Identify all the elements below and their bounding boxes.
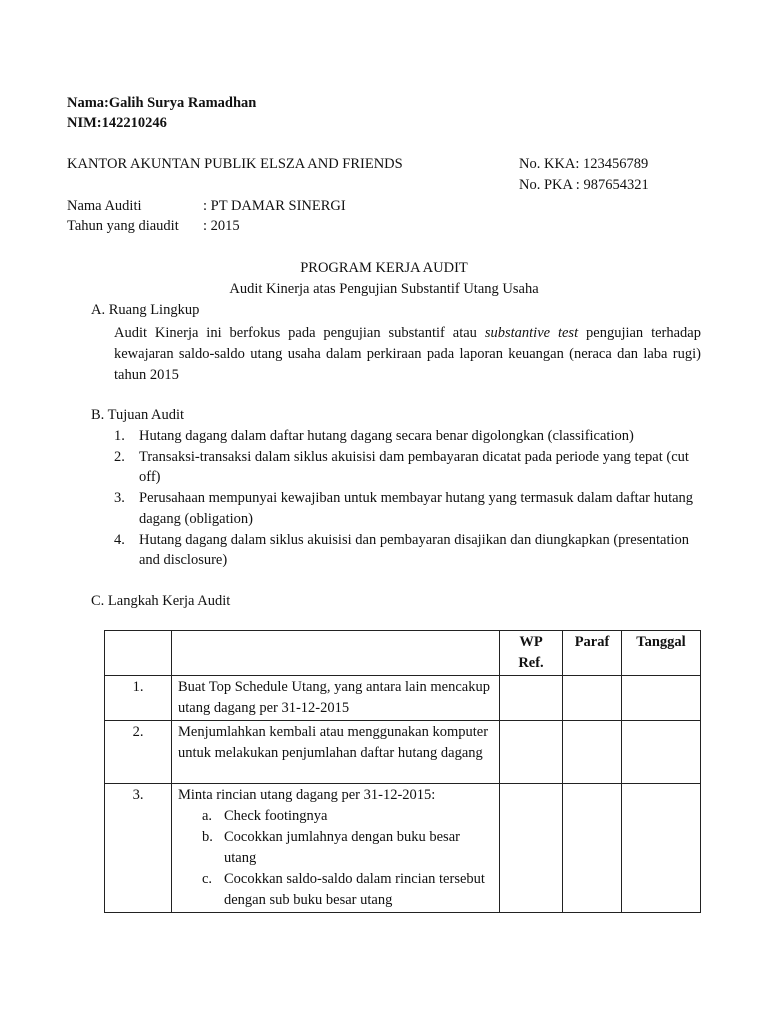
row-step-intro: Minta rincian utang dagang per 31-12-2015:: [178, 787, 436, 803]
row-wp-ref: [500, 721, 563, 784]
header-tanggal: Tanggal: [622, 631, 701, 676]
row-tanggal: [622, 784, 701, 913]
year-label: Tahun yang diaudit: [67, 218, 179, 234]
row-tanggal: [622, 676, 701, 721]
kka-number: No. KKA: 123456789: [519, 156, 649, 172]
objective-item: 4. Hutang dagang dalam siklus akuisisi dan pembayaran disajikan dan diungkapkan (presentation and disclosure): [114, 531, 690, 569]
table-row: [105, 784, 701, 913]
header-no: [105, 631, 172, 676]
audit-steps-table: [104, 630, 701, 913]
section-b-heading: B. Tujuan Audit: [91, 407, 185, 423]
table-row: [105, 721, 701, 784]
row-paraf: [563, 721, 622, 784]
row-number: 2.: [105, 721, 172, 784]
firm-name: KANTOR AKUNTAN PUBLIK ELSZA AND FRIENDS: [67, 156, 403, 172]
substep-item: c. Cocokkan saldo-saldo dalam rincian tersebut dengan sub buku besar utang: [202, 871, 485, 908]
substeps-list: [178, 806, 493, 911]
auditee-value: : PT DAMAR SINERGI: [203, 198, 346, 214]
section-a-italic: substantive test: [484, 325, 579, 341]
student-name: Nama:Galih Surya Ramadhan: [67, 95, 257, 111]
row-paraf: [563, 784, 622, 913]
table-header-row: [105, 631, 701, 676]
row-wp-ref: [500, 676, 563, 721]
row-tanggal: [622, 721, 701, 784]
row-number: 1.: [105, 676, 172, 721]
objective-item: 3. Perusahaan mempunyai kewajiban untuk membayar hutang yang termasuk dalam daftar hutang dagang (obligation): [114, 490, 694, 527]
section-a-heading: A. Ruang Lingkup: [91, 302, 200, 318]
year-value: : 2015: [203, 218, 240, 234]
auditee-label: Nama Auditi: [67, 198, 142, 214]
header-step: [172, 631, 500, 676]
objectives-list: [114, 426, 701, 571]
row-paraf: [563, 676, 622, 721]
section-a-paragraph: Audit Kinerja ini berfokus pada pengujian substantif atau substantive test pengujian terhadap kewajaran saldo-saldo utang usaha dalam perkiraan pada laporan keuangan (neraca dan laba rugi) tahun 2015: [114, 325, 701, 383]
substep-item: a. Check footingnya: [202, 808, 328, 824]
row-step-text: Buat Top Schedule Utang, yang antara lain mencakup utang dagang per 31-12-2015: [172, 676, 500, 721]
table-row: [105, 676, 701, 721]
pka-number: No. PKA : 987654321: [519, 177, 649, 193]
header-paraf: Paraf: [563, 631, 622, 676]
row-step-text: [172, 784, 500, 913]
row-wp-ref: [500, 784, 563, 913]
substep-item: b. Cocokkan jumlahnya dengan buku besar utang: [202, 829, 460, 866]
program-title: PROGRAM KERJA AUDIT: [300, 260, 468, 276]
objective-item: 2. Transaksi-transaksi dalam siklus akuisisi dam pembayaran dicatat pada periode yang tepat (cut off): [114, 448, 689, 486]
row-step-text: Menjumlahkan kembali atau menggunakan komputer untuk melakukan penjumlahan daftar hutang dagang: [172, 721, 500, 784]
row-number: 3.: [105, 784, 172, 913]
header-wp-ref: WP Ref.: [500, 631, 563, 676]
objective-item: 1. Hutang dagang dalam daftar hutang dagang secara benar digolongkan (classification): [114, 428, 634, 444]
section-c-heading: C. Langkah Kerja Audit: [91, 593, 231, 609]
student-nim: NIM:142210246: [67, 115, 167, 131]
program-subtitle: Audit Kinerja atas Pengujian Substantif Utang Usaha: [229, 281, 539, 297]
